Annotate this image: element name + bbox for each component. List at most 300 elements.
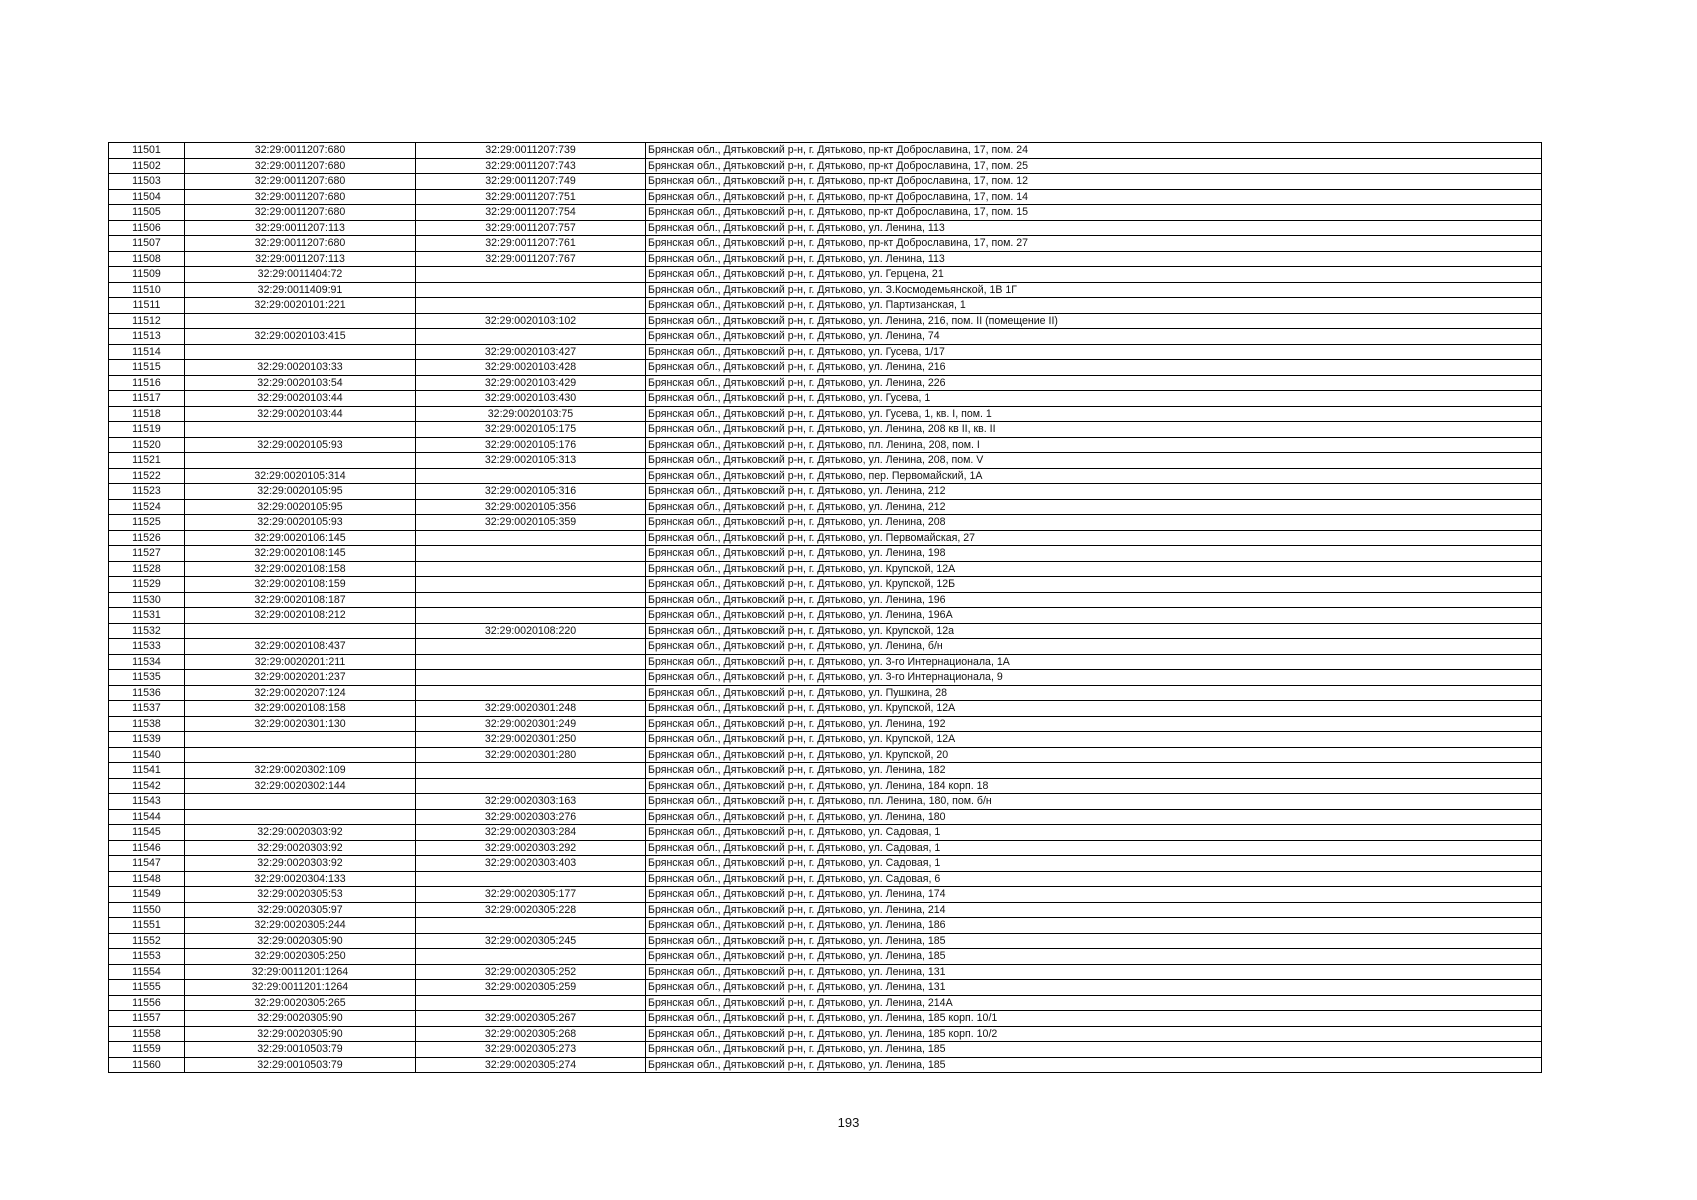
address-cell: Брянская обл., Дятьковский р-н, г. Дятьково, ул. Ленина, 180	[646, 809, 1542, 825]
row-number-cell: 11510	[109, 282, 185, 298]
cadastral-number-cell: 32:29:0020105:95	[185, 499, 416, 515]
cadastral-number-cell	[185, 794, 416, 810]
row-number-cell: 11557	[109, 1011, 185, 1027]
page-number: 193	[837, 1115, 860, 1130]
row-number-cell: 11535	[109, 670, 185, 686]
row-number-cell: 11509	[109, 267, 185, 283]
cadastral-number-cell: 32:29:0020108:437	[185, 639, 416, 655]
premises-number-cell	[416, 778, 646, 794]
premises-number-cell: 32:29:0020303:276	[416, 809, 646, 825]
table-row	[109, 515, 1542, 531]
table-row	[109, 592, 1542, 608]
cadastral-number-cell: 32:29:0020201:237	[185, 670, 416, 686]
address-cell: Брянская обл., Дятьковский р-н, г. Дятьково, ул. Крупской, 12А	[646, 701, 1542, 717]
row-number-cell: 11513	[109, 329, 185, 345]
cadastral-number-cell: 32:29:0020305:53	[185, 887, 416, 903]
table-row	[109, 608, 1542, 624]
table-row	[109, 174, 1542, 190]
table-row	[109, 933, 1542, 949]
address-cell: Брянская обл., Дятьковский р-н, г. Дятьково, ул. Ленина, 113	[646, 220, 1542, 236]
cadastral-number-cell: 32:29:0020305:250	[185, 949, 416, 965]
row-number-cell: 11551	[109, 918, 185, 934]
cadastral-number-cell: 32:29:0011207:680	[185, 143, 416, 159]
premises-number-cell: 32:29:0020305:245	[416, 933, 646, 949]
cadastral-number-cell: 32:29:0020105:93	[185, 515, 416, 531]
address-cell: Брянская обл., Дятьковский р-н, г. Дятьково, ул. Крупской, 12А	[646, 561, 1542, 577]
table-row	[109, 809, 1542, 825]
premises-number-cell	[416, 639, 646, 655]
cadastral-number-cell: 32:29:0020108:212	[185, 608, 416, 624]
address-cell: Брянская обл., Дятьковский р-н, г. Дятьково, ул. Партизанская, 1	[646, 298, 1542, 314]
row-number-cell: 11501	[109, 143, 185, 159]
address-cell: Брянская обл., Дятьковский р-н, г. Дятьково, ул. Ленина, 208 кв II, кв. II	[646, 422, 1542, 438]
premises-number-cell: 32:29:0020103:429	[416, 375, 646, 391]
table-row	[109, 794, 1542, 810]
table-row	[109, 639, 1542, 655]
table-row	[109, 887, 1542, 903]
cadastral-number-cell: 32:29:0020305:244	[185, 918, 416, 934]
address-cell: Брянская обл., Дятьковский р-н, г. Дятьково, пр-кт Доброславина, 17, пом. 27	[646, 236, 1542, 252]
table-row	[109, 964, 1542, 980]
address-cell: Брянская обл., Дятьковский р-н, г. Дятьково, ул. Садовая, 1	[646, 856, 1542, 872]
cadastral-number-cell: 32:29:0020302:144	[185, 778, 416, 794]
premises-number-cell: 32:29:0011207:749	[416, 174, 646, 190]
address-cell: Брянская обл., Дятьковский р-н, г. Дятьково, ул. Ленина, 214	[646, 902, 1542, 918]
row-number-cell: 11556	[109, 995, 185, 1011]
cadastral-number-cell: 32:29:0010503:79	[185, 1042, 416, 1058]
row-number-cell: 11554	[109, 964, 185, 980]
cadastral-number-cell	[185, 422, 416, 438]
table-row	[109, 995, 1542, 1011]
cadastral-number-cell: 32:29:0020105:93	[185, 437, 416, 453]
premises-number-cell	[416, 949, 646, 965]
row-number-cell: 11502	[109, 158, 185, 174]
row-number-cell: 11526	[109, 530, 185, 546]
premises-number-cell	[416, 530, 646, 546]
table-row	[109, 375, 1542, 391]
premises-number-cell	[416, 546, 646, 562]
table-row	[109, 236, 1542, 252]
cadastral-number-cell: 32:29:0020305:90	[185, 1011, 416, 1027]
row-number-cell: 11516	[109, 375, 185, 391]
premises-number-cell	[416, 654, 646, 670]
table-row	[109, 1026, 1542, 1042]
cadastral-number-cell: 32:29:0011207:680	[185, 189, 416, 205]
row-number-cell: 11555	[109, 980, 185, 996]
cadastral-number-cell: 32:29:0020303:92	[185, 856, 416, 872]
cadastral-number-cell: 32:29:0011201:1264	[185, 964, 416, 980]
address-cell: Брянская обл., Дятьковский р-н, г. Дятьково, ул. Ленина, 214А	[646, 995, 1542, 1011]
premises-number-cell: 32:29:0020303:163	[416, 794, 646, 810]
address-cell: Брянская обл., Дятьковский р-н, г. Дятьково, ул. Ленина, 186	[646, 918, 1542, 934]
table-row	[109, 871, 1542, 887]
address-cell: Брянская обл., Дятьковский р-н, г. Дятьково, ул. Герцена, 21	[646, 267, 1542, 283]
row-number-cell: 11531	[109, 608, 185, 624]
cadastral-number-cell: 32:29:0020103:44	[185, 406, 416, 422]
cadastral-number-cell: 32:29:0011207:113	[185, 220, 416, 236]
row-number-cell: 11549	[109, 887, 185, 903]
row-number-cell: 11508	[109, 251, 185, 267]
cadastral-number-cell: 32:29:0020108:158	[185, 561, 416, 577]
cadastral-number-cell	[185, 809, 416, 825]
cadastral-number-cell	[185, 453, 416, 469]
row-number-cell: 11506	[109, 220, 185, 236]
table-row	[109, 1057, 1542, 1073]
premises-number-cell: 32:29:0020305:228	[416, 902, 646, 918]
address-cell: Брянская обл., Дятьковский р-н, г. Дятьково, ул. Пушкина, 28	[646, 685, 1542, 701]
cadastral-number-cell: 32:29:0011404:72	[185, 267, 416, 283]
address-cell: Брянская обл., Дятьковский р-н, г. Дятьково, ул. Ленина, 226	[646, 375, 1542, 391]
row-number-cell: 11532	[109, 623, 185, 639]
table-row	[109, 1011, 1542, 1027]
cadastral-number-cell	[185, 747, 416, 763]
row-number-cell: 11552	[109, 933, 185, 949]
premises-number-cell: 32:29:0020105:175	[416, 422, 646, 438]
address-cell: Брянская обл., Дятьковский р-н, г. Дятьково, ул. Ленина, 185	[646, 933, 1542, 949]
row-number-cell: 11511	[109, 298, 185, 314]
cadastral-number-cell: 32:29:0011409:91	[185, 282, 416, 298]
address-cell: Брянская обл., Дятьковский р-н, г. Дятьково, ул. Первомайская, 27	[646, 530, 1542, 546]
premises-number-cell: 32:29:0011207:743	[416, 158, 646, 174]
table-row	[109, 654, 1542, 670]
address-cell: Брянская обл., Дятьковский р-н, г. Дятьково, ул. Крупской, 12а	[646, 623, 1542, 639]
table-row	[109, 313, 1542, 329]
address-cell: Брянская обл., Дятьковский р-н, г. Дятьково, ул. Ленина, б/н	[646, 639, 1542, 655]
address-cell: Брянская обл., Дятьковский р-н, г. Дятьково, пр-кт Доброславина, 17, пом. 12	[646, 174, 1542, 190]
row-number-cell: 11505	[109, 205, 185, 221]
premises-number-cell	[416, 608, 646, 624]
row-number-cell: 11548	[109, 871, 185, 887]
table-row	[109, 856, 1542, 872]
cadastral-number-cell: 32:29:0020105:95	[185, 484, 416, 500]
table-row	[109, 747, 1542, 763]
table-row	[109, 949, 1542, 965]
address-cell: Брянская обл., Дятьковский р-н, г. Дятьково, ул. Ленина, 198	[646, 546, 1542, 562]
table-row	[109, 344, 1542, 360]
premises-number-cell	[416, 468, 646, 484]
premises-number-cell	[416, 329, 646, 345]
cadastral-number-cell	[185, 623, 416, 639]
premises-number-cell: 32:29:0020103:430	[416, 391, 646, 407]
row-number-cell: 11559	[109, 1042, 185, 1058]
cadastral-number-cell: 32:29:0020108:159	[185, 577, 416, 593]
row-number-cell: 11525	[109, 515, 185, 531]
table-row	[109, 406, 1542, 422]
row-number-cell: 11540	[109, 747, 185, 763]
premises-number-cell: 32:29:0020105:359	[416, 515, 646, 531]
table-row	[109, 422, 1542, 438]
table-row	[109, 484, 1542, 500]
premises-number-cell: 32:29:0020301:248	[416, 701, 646, 717]
registry-table	[108, 142, 1542, 1073]
address-cell: Брянская обл., Дятьковский р-н, г. Дятьково, ул. Ленина, 216	[646, 360, 1542, 376]
address-cell: Брянская обл., Дятьковский р-н, г. Дятьково, ул. З.Космодемьянской, 1В 1Г	[646, 282, 1542, 298]
premises-number-cell: 32:29:0011207:761	[416, 236, 646, 252]
cadastral-number-cell: 32:29:0020103:54	[185, 375, 416, 391]
cadastral-number-cell: 32:29:0020303:92	[185, 840, 416, 856]
table-row	[109, 143, 1542, 159]
row-number-cell: 11529	[109, 577, 185, 593]
premises-number-cell: 32:29:0020103:428	[416, 360, 646, 376]
row-number-cell: 11517	[109, 391, 185, 407]
address-cell: Брянская обл., Дятьковский р-н, г. Дятьково, ул. Ленина, 208, пом. V	[646, 453, 1542, 469]
premises-number-cell: 32:29:0020305:274	[416, 1057, 646, 1073]
address-cell: Брянская обл., Дятьковский р-н, г. Дятьково, пер. Первомайский, 1А	[646, 468, 1542, 484]
address-cell: Брянская обл., Дятьковский р-н, г. Дятьково, ул. Ленина, 192	[646, 716, 1542, 732]
address-cell: Брянская обл., Дятьковский р-н, г. Дятьково, ул. Ленина, 212	[646, 484, 1542, 500]
table-row	[109, 732, 1542, 748]
table-row	[109, 437, 1542, 453]
cadastral-number-cell: 32:29:0011207:680	[185, 174, 416, 190]
address-cell: Брянская обл., Дятьковский р-н, г. Дятьково, ул. Садовая, 1	[646, 840, 1542, 856]
table-row	[109, 360, 1542, 376]
cadastral-number-cell: 32:29:0011207:680	[185, 236, 416, 252]
row-number-cell: 11503	[109, 174, 185, 190]
row-number-cell: 11524	[109, 499, 185, 515]
table-row	[109, 840, 1542, 856]
cadastral-number-cell: 32:29:0010503:79	[185, 1057, 416, 1073]
address-cell: Брянская обл., Дятьковский р-н, г. Дятьково, ул. Ленина, 131	[646, 964, 1542, 980]
row-number-cell: 11522	[109, 468, 185, 484]
premises-number-cell: 32:29:0020301:280	[416, 747, 646, 763]
premises-number-cell: 32:29:0020305:252	[416, 964, 646, 980]
address-cell: Брянская обл., Дятьковский р-н, г. Дятьково, ул. Гусева, 1/17	[646, 344, 1542, 360]
address-cell: Брянская обл., Дятьковский р-н, г. Дятьково, пл. Ленина, 208, пом. I	[646, 437, 1542, 453]
premises-number-cell	[416, 995, 646, 1011]
address-cell: Брянская обл., Дятьковский р-н, г. Дятьково, ул. Ленина, 212	[646, 499, 1542, 515]
premises-number-cell: 32:29:0011207:767	[416, 251, 646, 267]
row-number-cell: 11527	[109, 546, 185, 562]
cadastral-number-cell: 32:29:0020103:44	[185, 391, 416, 407]
address-cell: Брянская обл., Дятьковский р-н, г. Дятьково, ул. Ленина, 216, пом. II (помещение II)	[646, 313, 1542, 329]
row-number-cell: 11518	[109, 406, 185, 422]
premises-number-cell: 32:29:0020301:249	[416, 716, 646, 732]
row-number-cell: 11544	[109, 809, 185, 825]
cadastral-number-cell: 32:29:0020303:92	[185, 825, 416, 841]
row-number-cell: 11523	[109, 484, 185, 500]
row-number-cell: 11521	[109, 453, 185, 469]
row-number-cell: 11538	[109, 716, 185, 732]
cadastral-number-cell: 32:29:0020304:133	[185, 871, 416, 887]
row-number-cell: 11541	[109, 763, 185, 779]
address-cell: Брянская обл., Дятьковский р-н, г. Дятьково, ул. Гусева, 1	[646, 391, 1542, 407]
table-row	[109, 499, 1542, 515]
row-number-cell: 11545	[109, 825, 185, 841]
table-row	[109, 918, 1542, 934]
address-cell: Брянская обл., Дятьковский р-н, г. Дятьково, ул. Ленина, 196А	[646, 608, 1542, 624]
premises-number-cell: 32:29:0020301:250	[416, 732, 646, 748]
cadastral-number-cell: 32:29:0020101:221	[185, 298, 416, 314]
address-cell: Брянская обл., Дятьковский р-н, г. Дятьково, ул. Ленина, 196	[646, 592, 1542, 608]
premises-number-cell: 32:29:0020305:259	[416, 980, 646, 996]
address-cell: Брянская обл., Дятьковский р-н, г. Дятьково, ул. Крупской, 12Б	[646, 577, 1542, 593]
address-cell: Брянская обл., Дятьковский р-н, г. Дятьково, ул. Ленина, 74	[646, 329, 1542, 345]
premises-number-cell: 32:29:0011207:751	[416, 189, 646, 205]
row-number-cell: 11534	[109, 654, 185, 670]
cadastral-number-cell: 32:29:0020201:211	[185, 654, 416, 670]
row-number-cell: 11539	[109, 732, 185, 748]
premises-number-cell	[416, 267, 646, 283]
table-row	[109, 701, 1542, 717]
address-cell: Брянская обл., Дятьковский р-н, г. Дятьково, ул. Ленина, 185	[646, 1057, 1542, 1073]
premises-number-cell: 32:29:0011207:754	[416, 205, 646, 221]
table-row	[109, 267, 1542, 283]
table-row	[109, 561, 1542, 577]
table-row	[109, 189, 1542, 205]
row-number-cell: 11558	[109, 1026, 185, 1042]
cadastral-number-cell	[185, 732, 416, 748]
address-cell: Брянская обл., Дятьковский р-н, г. Дятьково, ул. 3-го Интернационала, 9	[646, 670, 1542, 686]
cadastral-number-cell: 32:29:0020302:109	[185, 763, 416, 779]
row-number-cell: 11533	[109, 639, 185, 655]
table-row	[109, 391, 1542, 407]
table-row	[109, 282, 1542, 298]
premises-number-cell: 32:29:0020305:267	[416, 1011, 646, 1027]
premises-number-cell: 32:29:0020103:102	[416, 313, 646, 329]
address-cell: Брянская обл., Дятьковский р-н, г. Дятьково, ул. Ленина, 184 корп. 18	[646, 778, 1542, 794]
row-number-cell: 11560	[109, 1057, 185, 1073]
premises-number-cell: 32:29:0020103:75	[416, 406, 646, 422]
row-number-cell: 11546	[109, 840, 185, 856]
address-cell: Брянская обл., Дятьковский р-н, г. Дятьково, ул. 3-го Интернационала, 1А	[646, 654, 1542, 670]
row-number-cell: 11547	[109, 856, 185, 872]
premises-number-cell: 32:29:0020303:403	[416, 856, 646, 872]
table-row	[109, 251, 1542, 267]
premises-number-cell	[416, 918, 646, 934]
address-cell: Брянская обл., Дятьковский р-н, г. Дятьково, ул. Ленина, 182	[646, 763, 1542, 779]
table-row	[109, 468, 1542, 484]
row-number-cell: 11536	[109, 685, 185, 701]
table-row	[109, 778, 1542, 794]
table-row	[109, 685, 1542, 701]
row-number-cell: 11537	[109, 701, 185, 717]
premises-number-cell: 32:29:0020105:316	[416, 484, 646, 500]
address-cell: Брянская обл., Дятьковский р-н, г. Дятьково, ул. Ленина, 185 корп. 10/2	[646, 1026, 1542, 1042]
table-row	[109, 825, 1542, 841]
address-cell: Брянская обл., Дятьковский р-н, г. Дятьково, ул. Ленина, 174	[646, 887, 1542, 903]
premises-number-cell	[416, 298, 646, 314]
address-cell: Брянская обл., Дятьковский р-н, г. Дятьково, пр-кт Доброславина, 17, пом. 25	[646, 158, 1542, 174]
address-cell: Брянская обл., Дятьковский р-н, г. Дятьково, ул. Крупской, 20	[646, 747, 1542, 763]
table-row	[109, 220, 1542, 236]
cadastral-number-cell: 32:29:0020305:90	[185, 1026, 416, 1042]
premises-number-cell	[416, 561, 646, 577]
address-cell: Брянская обл., Дятьковский р-н, г. Дятьково, пр-кт Доброславина, 17, пом. 15	[646, 205, 1542, 221]
table-row	[109, 298, 1542, 314]
address-cell: Брянская обл., Дятьковский р-н, г. Дятьково, ул. Крупской, 12А	[646, 732, 1542, 748]
cadastral-number-cell	[185, 313, 416, 329]
table-row	[109, 329, 1542, 345]
cadastral-number-cell: 32:29:0020301:130	[185, 716, 416, 732]
row-number-cell: 11504	[109, 189, 185, 205]
cadastral-number-cell: 32:29:0020305:265	[185, 995, 416, 1011]
premises-number-cell	[416, 592, 646, 608]
row-number-cell: 11514	[109, 344, 185, 360]
address-cell: Брянская обл., Дятьковский р-н, г. Дятьково, пр-кт Доброславина, 17, пом. 24	[646, 143, 1542, 159]
address-cell: Брянская обл., Дятьковский р-н, г. Дятьково, ул. Ленина, 208	[646, 515, 1542, 531]
table-row	[109, 453, 1542, 469]
premises-number-cell: 32:29:0020103:427	[416, 344, 646, 360]
table-row	[109, 546, 1542, 562]
table-row	[109, 577, 1542, 593]
table-row	[109, 902, 1542, 918]
cadastral-number-cell: 32:29:0011207:680	[185, 158, 416, 174]
premises-number-cell: 32:29:0020305:268	[416, 1026, 646, 1042]
address-cell: Брянская обл., Дятьковский р-н, г. Дятьково, ул. Ленина, 113	[646, 251, 1542, 267]
row-number-cell: 11515	[109, 360, 185, 376]
table-row	[109, 980, 1542, 996]
premises-number-cell: 32:29:0020105:176	[416, 437, 646, 453]
address-cell: Брянская обл., Дятьковский р-н, г. Дятьково, ул. Садовая, 1	[646, 825, 1542, 841]
premises-number-cell: 32:29:0020305:273	[416, 1042, 646, 1058]
row-number-cell: 11543	[109, 794, 185, 810]
premises-number-cell: 32:29:0020305:177	[416, 887, 646, 903]
row-number-cell: 11550	[109, 902, 185, 918]
cadastral-number-cell: 32:29:0020103:33	[185, 360, 416, 376]
row-number-cell: 11553	[109, 949, 185, 965]
table-row	[109, 716, 1542, 732]
row-number-cell: 11530	[109, 592, 185, 608]
table-row	[109, 205, 1542, 221]
cadastral-number-cell: 32:29:0020105:314	[185, 468, 416, 484]
premises-number-cell: 32:29:0020303:284	[416, 825, 646, 841]
cadastral-number-cell: 32:29:0020108:187	[185, 592, 416, 608]
cadastral-number-cell: 32:29:0020106:145	[185, 530, 416, 546]
cadastral-number-cell: 32:29:0020207:124	[185, 685, 416, 701]
table-row	[109, 670, 1542, 686]
registry-table-body	[109, 143, 1542, 1073]
cadastral-number-cell: 32:29:0011201:1264	[185, 980, 416, 996]
premises-number-cell	[416, 685, 646, 701]
cadastral-number-cell: 32:29:0020305:97	[185, 902, 416, 918]
table-row	[109, 530, 1542, 546]
cadastral-number-cell: 32:29:0020305:90	[185, 933, 416, 949]
address-cell: Брянская обл., Дятьковский р-н, г. Дятьково, ул. Ленина, 185	[646, 1042, 1542, 1058]
cadastral-number-cell: 32:29:0020108:158	[185, 701, 416, 717]
row-number-cell: 11520	[109, 437, 185, 453]
premises-number-cell: 32:29:0011207:739	[416, 143, 646, 159]
premises-number-cell	[416, 763, 646, 779]
table-row	[109, 158, 1542, 174]
table-row	[109, 763, 1542, 779]
row-number-cell: 11519	[109, 422, 185, 438]
cadastral-number-cell: 32:29:0020108:145	[185, 546, 416, 562]
address-cell: Брянская обл., Дятьковский р-н, г. Дятьково, ул. Гусева, 1, кв. I, пом. 1	[646, 406, 1542, 422]
address-cell: Брянская обл., Дятьковский р-н, г. Дятьково, ул. Ленина, 185 корп. 10/1	[646, 1011, 1542, 1027]
premises-number-cell: 32:29:0020105:356	[416, 499, 646, 515]
table-row	[109, 1042, 1542, 1058]
address-cell: Брянская обл., Дятьковский р-н, г. Дятьково, пр-кт Доброславина, 17, пом. 14	[646, 189, 1542, 205]
premises-number-cell	[416, 670, 646, 686]
row-number-cell: 11507	[109, 236, 185, 252]
premises-number-cell: 32:29:0020108:220	[416, 623, 646, 639]
address-cell: Брянская обл., Дятьковский р-н, г. Дятьково, ул. Ленина, 131	[646, 980, 1542, 996]
row-number-cell: 11542	[109, 778, 185, 794]
premises-number-cell: 32:29:0020303:292	[416, 840, 646, 856]
row-number-cell: 11512	[109, 313, 185, 329]
cadastral-number-cell	[185, 344, 416, 360]
cadastral-number-cell: 32:29:0011207:680	[185, 205, 416, 221]
table-row	[109, 623, 1542, 639]
cadastral-number-cell: 32:29:0011207:113	[185, 251, 416, 267]
premises-number-cell	[416, 282, 646, 298]
premises-number-cell: 32:29:0011207:757	[416, 220, 646, 236]
premises-number-cell	[416, 871, 646, 887]
address-cell: Брянская обл., Дятьковский р-н, г. Дятьково, ул. Ленина, 185	[646, 949, 1542, 965]
premises-number-cell	[416, 577, 646, 593]
premises-number-cell: 32:29:0020105:313	[416, 453, 646, 469]
row-number-cell: 11528	[109, 561, 185, 577]
